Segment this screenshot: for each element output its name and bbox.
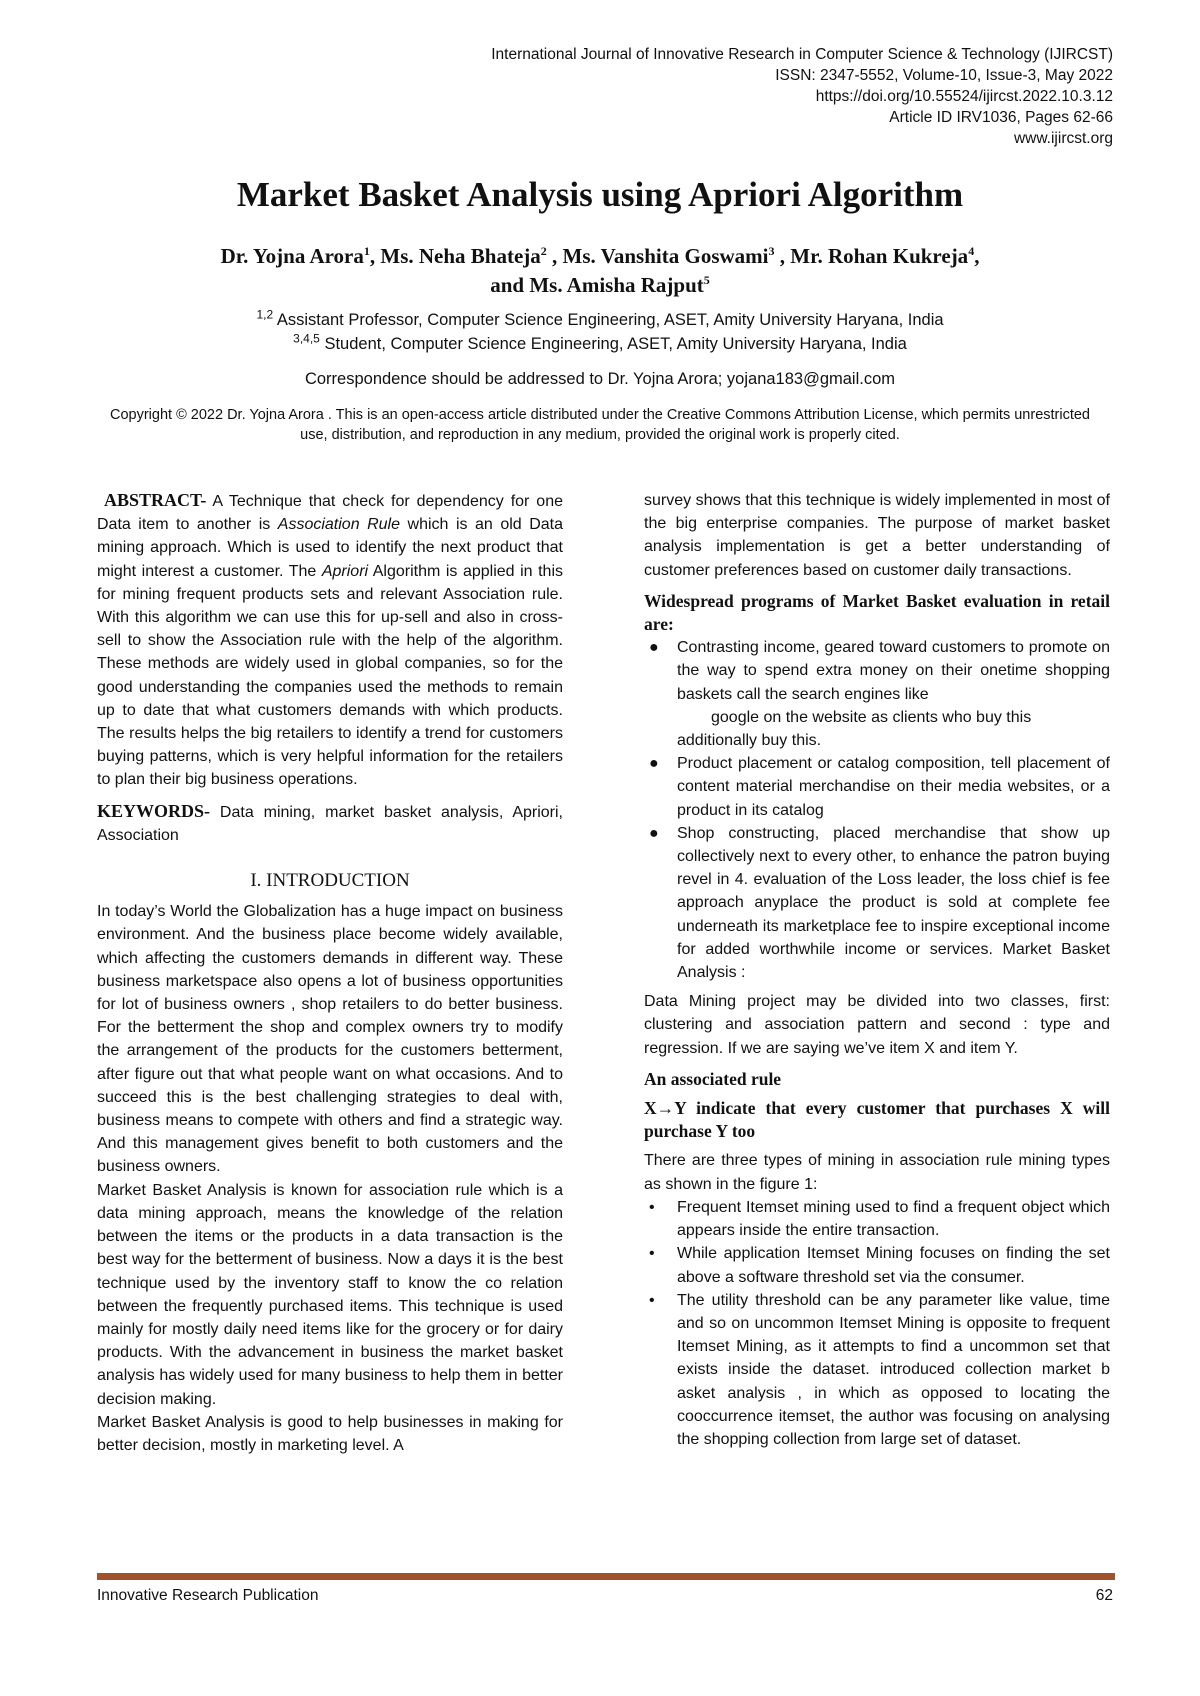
right-column bbox=[644, 489, 1110, 1451]
author-1-sup: 1 bbox=[363, 244, 370, 258]
bullet-icon: • bbox=[649, 1198, 655, 1216]
affiliation-2-sup: 3,4,5 bbox=[293, 331, 320, 346]
list-item bbox=[644, 822, 1110, 984]
journal-header bbox=[491, 44, 1113, 149]
programs-heading: Widespread programs of Market Basket evaluation in retail are: bbox=[644, 590, 1110, 635]
author-5-sup: 5 bbox=[703, 273, 710, 287]
introduction-heading: I. INTRODUCTION bbox=[250, 870, 410, 892]
author-4-comma: , bbox=[974, 244, 980, 268]
affiliation-2-text: Student, Computer Science Engineering, ASET, Amity University Haryana, India bbox=[319, 335, 907, 353]
list-item bbox=[644, 1196, 1110, 1242]
author-4-sup: 4 bbox=[968, 244, 975, 258]
program-item-1-text: Contrasting income, geared toward customers to promote on the way to spend extra money on their onetime shopping baskets call the search engines like bbox=[677, 639, 1110, 703]
journal-name: International Journal of Innovative Research in Computer Science & Technology (IJIRCST) bbox=[491, 46, 1113, 63]
abstract-text-3: Algorithm is applied in this for mining frequent products sets and relevant Association rule. With this algorithm we can use this for up-sell and also in cross-sell to show the Association rule with the help of the algorithm. These methods are widely used in global companies, so for the good understanding the companies used the methods to remain up to date that what customers demands with which products. The results helps the big retailers to identify a trend for customers buying patterns, which is very helpful information for the retailers to plan their big business operations. bbox=[97, 562, 563, 789]
bullet-icon: ● bbox=[649, 755, 659, 773]
bullet-icon: • bbox=[649, 1245, 655, 1263]
article-id: Article ID IRV1036, Pages 62-66 bbox=[889, 109, 1113, 126]
affiliation-1-text: Assistant Professor, Computer Science Engineering, ASET, Amity University Haryana, India bbox=[273, 311, 944, 329]
abstract-paragraph bbox=[97, 489, 563, 792]
associated-rule-heading: An associated rule bbox=[644, 1068, 782, 1089]
program-item-3-text: Shop constructing, placed merchandise that show up collectively next to every other, to enhance the patron buying revel in 4. evaluation of the Loss leader, the loss chief is fee approach anyplace the product is sold at complete fee underneath its marketplace fee to inspire exceptional income for added worthwhile income or services. Market Basket Analysis : bbox=[677, 824, 1110, 982]
mining-type-1-text: Frequent Itemset mining used to find a frequent object which appears inside the entire transaction. bbox=[677, 1198, 1110, 1240]
author-5: and Ms. Amisha Rajput bbox=[490, 273, 704, 297]
abstract-text-2: which is an old Data mining approach. Which is used to identify the next product that might interest a customer. The bbox=[97, 516, 563, 580]
data-mining-paragraph: Data Mining project may be divided into two classes, first: clustering and association pattern and second : type and regression. If we are saying we’ve item X and item Y. bbox=[644, 993, 1110, 1057]
affiliation-2 bbox=[0, 331, 1200, 354]
correspondence-line: Correspondence should be addressed to Dr. Yojna Arora; yojana183@gmail.com bbox=[304, 370, 896, 388]
mining-types-paragraph: There are three types of mining in association rule mining types as shown in the figure 1: bbox=[644, 1152, 1110, 1193]
affiliation-1 bbox=[0, 307, 1200, 330]
abstract-label: ABSTRACT- bbox=[104, 490, 207, 510]
author-2: , Ms. Neha Bhateja bbox=[369, 244, 541, 268]
author-1: Dr. Yojna Arora bbox=[220, 244, 364, 268]
intro-paragraph-1: In today’s World the Globalization has a huge impact on business environment. And the business place become widely available, which affecting the customers demands in different way. These business marketspace also opens a lot of business opportunities for lot of business owners , shop retailers to do better business. For the betterment the shop and complex owners try to modify the arrangement of the products for the customers betterment, after figure out that what people want on what occasions. And to succeed this is the best challenging strategies to deal with, business means to compete with others and find a strategic way. And this management gives benefit to both customers and the business owners. bbox=[97, 903, 563, 1176]
author-4: , Mr. Rohan Kukreja bbox=[774, 244, 969, 268]
abstract-emphasis-2: Apriori bbox=[321, 562, 369, 580]
survey-paragraph: survey shows that this technique is widely implemented in most of the big enterprise companies. The purpose of market basket analysis implementation is get a better understanding of customer preferences based on customer daily transactions. bbox=[644, 492, 1110, 579]
journal-website-link[interactable]: www.ijircst.org bbox=[1013, 130, 1113, 147]
list-item bbox=[644, 1289, 1110, 1451]
doi-link[interactable]: https://doi.org/10.55524/ijircst.2022.10.3.12 bbox=[815, 88, 1113, 105]
copyright-notice: Copyright © 2022 Dr. Yojna Arora . This is an open-access article distributed under the Creative Commons Attribution License, which permits unrestricted use, distribution, and reproduction in any medium, provided the original work is properly cited. bbox=[110, 407, 1090, 443]
author-3: , Ms. Vanshita Goswami bbox=[546, 244, 769, 268]
affiliation-1-sup: 1,2 bbox=[256, 307, 274, 322]
bullet-icon: ● bbox=[649, 639, 659, 657]
keywords-label: KEYWORDS- bbox=[97, 800, 211, 821]
footer-publisher: Innovative Research Publication bbox=[97, 1587, 319, 1604]
author-list bbox=[100, 242, 1100, 300]
author-3-sup: 3 bbox=[768, 244, 775, 258]
page-number: 62 bbox=[1095, 1587, 1113, 1604]
paper-title: Market Basket Analysis using Apriori Algorithm bbox=[236, 175, 964, 214]
bullet-icon: ● bbox=[649, 824, 659, 842]
rule-definition-heading: X→Y indicate that every customer that purchases X will purchase Y too bbox=[644, 1098, 1110, 1142]
list-item bbox=[644, 636, 1110, 752]
program-item-1-tail: additionally buy this. bbox=[677, 732, 822, 750]
left-column bbox=[97, 489, 563, 1457]
abstract-emphasis-1: Association Rule bbox=[277, 516, 401, 534]
keywords-text: Data mining, market basket analysis, Apriori, Association bbox=[97, 803, 563, 844]
program-item-1-continuation: google on the website as clients who buy this bbox=[711, 708, 1032, 726]
intro-paragraph-3: Market Basket Analysis is good to help businesses in making for better decision, mostly in marketing level. A bbox=[97, 1413, 563, 1454]
intro-paragraph-2: Market Basket Analysis is known for association rule which is a data mining approach, means the knowledge of the relation between the items or the products in a data transaction is the best way for the betterment of business. Now a days it is the best technique used by the inventory staff to know the co relation between the frequently purchased items. This technique is used mainly for mostly daily need items like for the grocery or for dairy products. With the advancement in business the market basket analysis has widely used for many business to help them in better decision making. bbox=[97, 1181, 563, 1408]
abstract-text-1: A Technique that check for dependency for one Data item to another is bbox=[97, 493, 563, 534]
list-item bbox=[644, 752, 1110, 822]
issn-line: ISSN: 2347-5552, Volume-10, Issue-3, May 2022 bbox=[775, 67, 1113, 84]
keywords-paragraph bbox=[97, 800, 563, 847]
mining-type-3-text: The utility threshold can be any parameter like value, time and so on uncommon Itemset Mining is opposite to frequent Itemset Mining, as it attempts to find a uncommon set that exists inside the dataset. introduced collection market b asket analysis , in which as opposed to locating the cooccurrence itemset, the author was focusing on analysing the shopping collection from large set of dataset. bbox=[677, 1291, 1110, 1448]
list-item bbox=[644, 1242, 1110, 1288]
bullet-icon: • bbox=[649, 1291, 655, 1309]
mining-type-2-text: While application Itemset Mining focuses on finding the set above a software threshold set via the consumer. bbox=[677, 1245, 1110, 1286]
programs-list bbox=[644, 636, 1110, 984]
mining-types-list bbox=[644, 1196, 1110, 1451]
program-item-2-text: Product placement or catalog composition, tell placement of content material merchandise on their media websites, or a product in its catalog bbox=[677, 755, 1110, 819]
footer-divider bbox=[97, 1573, 1115, 1580]
author-2-sup: 2 bbox=[540, 244, 547, 258]
